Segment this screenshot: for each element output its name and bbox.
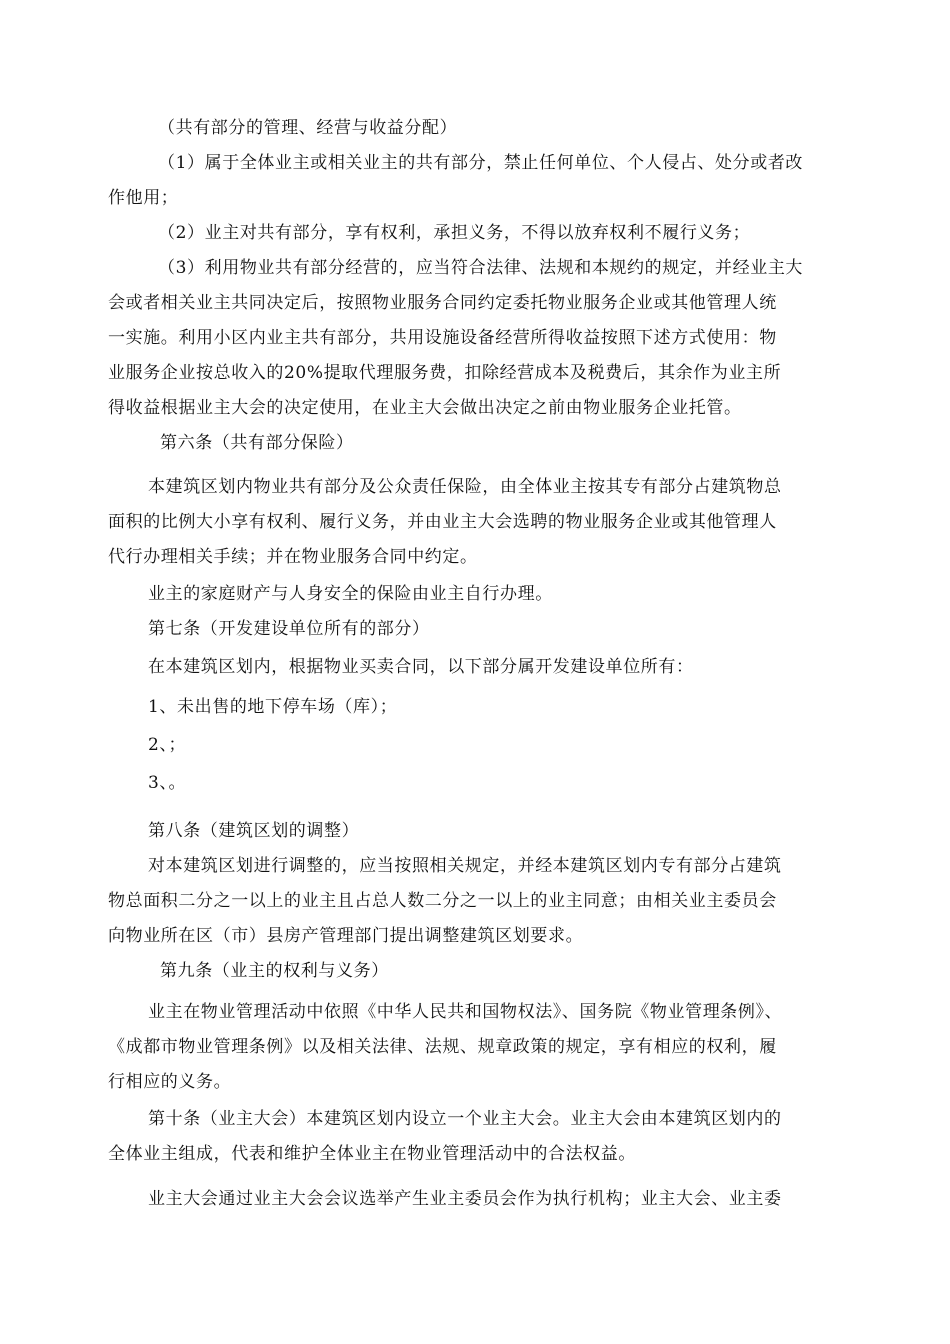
paragraph-line: 对本建筑区划进行调整的，应当按照相关规定，并经本建筑区划内专有部分占建筑 (148, 856, 782, 876)
paragraph-line: 作他用； (108, 188, 179, 208)
paragraph-line: 本建筑区划内物业共有部分及公众责任保险，由全体业主按其专有部分占建筑物总 (148, 477, 782, 497)
list-item: 1、未出售的地下停车场（库）； (148, 697, 398, 717)
article-8-heading: 第八条（建筑区划的调整） (148, 821, 360, 841)
article-10-paragraph: 第十条（业主大会）本建筑区划内设立一个业主大会。业主大会由本建筑区划内的 (148, 1109, 782, 1129)
paragraph-line: 会或者相关业主共同决定后，按照物业服务合同约定委托物业服务企业或其他管理人统 (108, 293, 777, 313)
paragraph-line: 业主在物业管理活动中依照《中华人民共和国物权法》、国务院《物业管理条例》、 (148, 1002, 783, 1022)
paragraph-line: 代行办理相关手续；并在物业服务合同中约定。 (108, 547, 478, 567)
list-item: 2、； (148, 735, 187, 755)
paragraph-line: （2）业主对共有部分，享有权利，承担义务，不得以放弃权利不履行义务； (158, 223, 751, 243)
paragraph-line: 业服务企业按总收入的20%提取代理服务费，扣除经营成本及税费后，其余作为业主所 (108, 363, 782, 383)
article-7-heading: 第七条（开发建设单位所有的部分） (148, 619, 430, 639)
paragraph-line: 全体业主组成，代表和维护全体业主在物业管理活动中的合法权益。 (108, 1144, 636, 1164)
paragraph-line: 得收益根据业主大会的决定使用，在业主大会做出决定之前由物业服务企业托管。 (108, 398, 742, 418)
paragraph-line: 《成都市物业管理条例》以及相关法律、法规、规章政策的规定，享有相应的权利，履 (108, 1037, 777, 1057)
article-9-heading: 第九条（业主的权利与义务） (160, 961, 389, 981)
paragraph-line: 一实施。利用小区内业主共有部分，共用设施设备经营所得收益按照下述方式使用：物 (108, 328, 777, 348)
paragraph-line: 面积的比例大小享有权利、履行义务，并由业主大会选聘的物业服务企业或其他管理人 (108, 512, 777, 532)
section-heading-common-parts-management: （共有部分的管理、经营与收益分配） (158, 118, 458, 138)
paragraph-line: 物总面积二分之一以上的业主且占总人数二分之一以上的业主同意；由相关业主委员会 (108, 891, 777, 911)
paragraph-line: 行相应的义务。 (108, 1072, 232, 1092)
paragraph-line: 业主的家庭财产与人身安全的保险由业主自行办理。 (148, 584, 553, 604)
paragraph-line: 向物业所在区（市）县房产管理部门提出调整建筑区划要求。 (108, 926, 584, 946)
article-6-heading: 第六条（共有部分保险） (160, 433, 354, 453)
list-item: 3、。 (148, 773, 187, 793)
paragraph-line: 业主大会通过业主大会会议选举产生业主委员会作为执行机构；业主大会、业主委 (148, 1189, 782, 1209)
paragraph-line: （3）利用物业共有部分经营的，应当符合法律、法规和本规约的规定，并经业主大 (158, 258, 804, 278)
paragraph-line: 在本建筑区划内，根据物业买卖合同，以下部分属开发建设单位所有： (148, 657, 694, 677)
paragraph-line: （1）属于全体业主或相关业主的共有部分，禁止任何单位、个人侵占、处分或者改 (158, 153, 804, 173)
